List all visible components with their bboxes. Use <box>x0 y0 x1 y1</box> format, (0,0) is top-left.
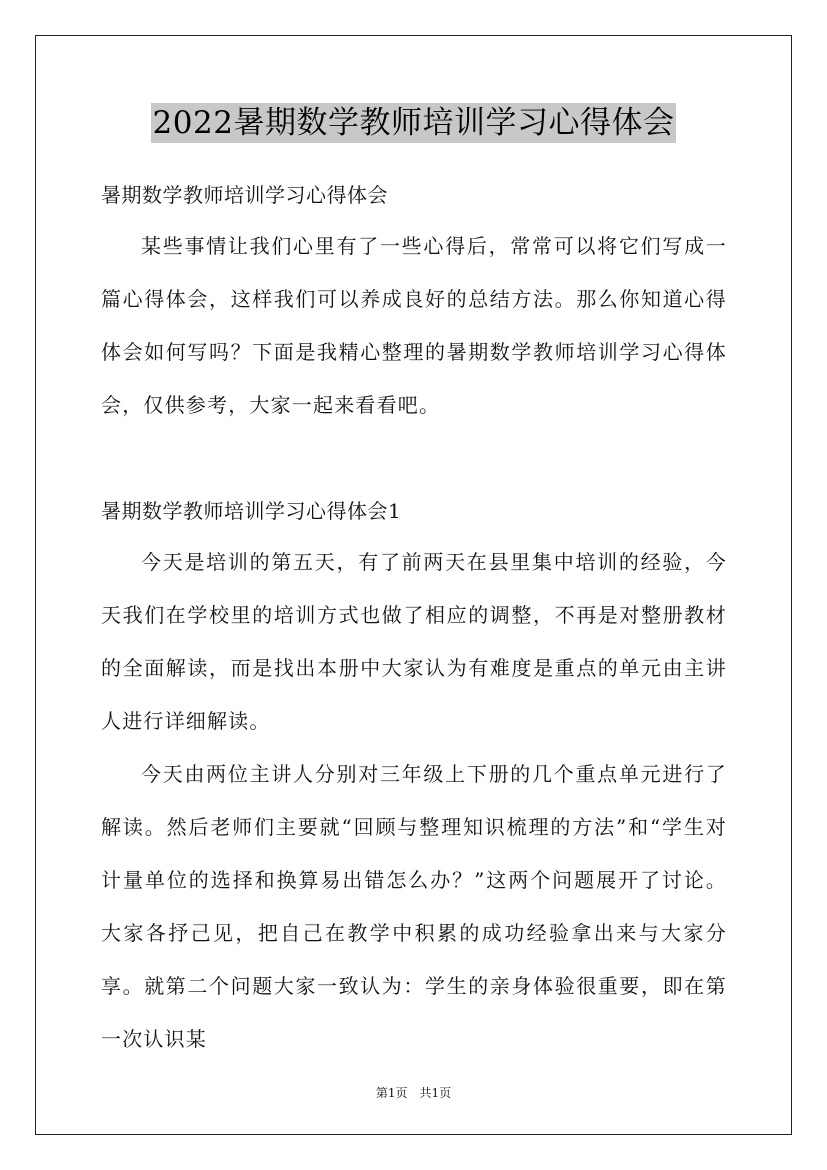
document-body <box>101 170 727 1066</box>
section-gap <box>101 432 727 486</box>
section-heading: 暑期数学教师培训学习心得体会1 <box>101 499 402 523</box>
body-paragraph-1: 今天是培训的第五天，有了前两天在县里集中培训的经验，今天我们在学校里的培训方式也做了相应的调整，不再是对整册教材的全面解读，而是找出本册中大家认为有难度是重点的单元由主讲人进行详细解读。 <box>101 550 727 733</box>
document-title: 2022暑期数学教师培训学习心得体会 <box>152 105 675 141</box>
document-subtitle: 暑期数学教师培训学习心得体会 <box>101 183 388 207</box>
intro-paragraph: 某些事情让我们心里有了一些心得后，常常可以将它们写成一篇心得体会，这样我们可以养成良好的总结方法。那么你知道心得体会如何写吗？下面是我精心整理的暑期数学教师培训学习心得体会，仅供参考，大家一起来看看吧。 <box>101 234 727 417</box>
title-container <box>0 103 827 143</box>
body-paragraph-2: 今天由两位主讲人分别对三年级上下册的几个重点单元进行了解读。然后老师们主要就“回顾与整理知识梳理的方法”和“学生对计量单位的选择和换算易出错怎么办？”这两个问题展开了讨论。大家各抒己见，把自己在教学中积累的成功经验拿出来与大家分享。就第二个问题大家一致认为：学生的亲身体验很重要，即在第一次认识某 <box>101 762 727 1051</box>
page-footer: 第1页 共1页 <box>375 1086 452 1100</box>
